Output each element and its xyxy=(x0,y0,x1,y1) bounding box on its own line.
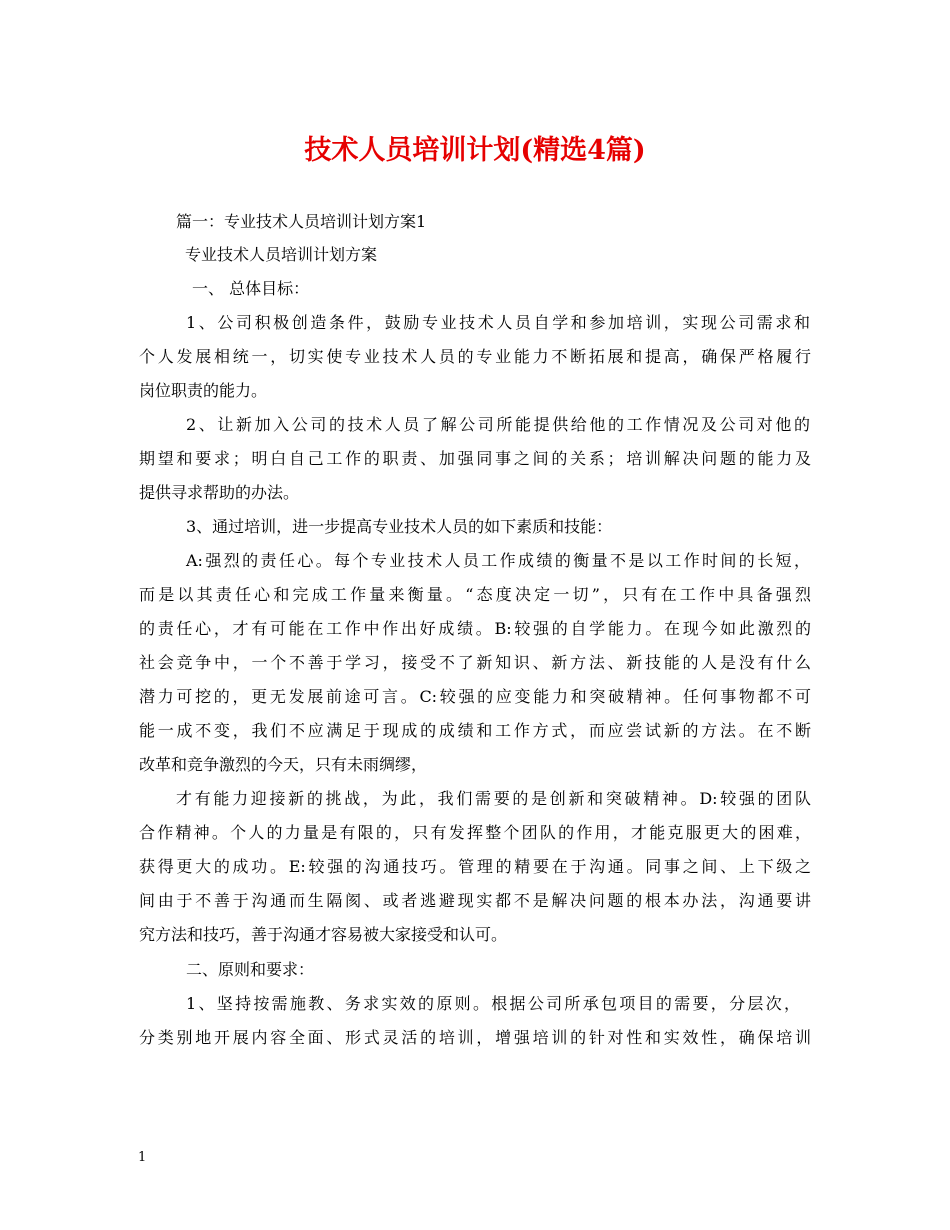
text-line-17: 改革和竞争激烈的今天，只有未雨绸缪， xyxy=(139,755,428,774)
text-line-6: 岗位职责的能力。 xyxy=(139,381,268,400)
text-line-22: 究方法和技巧，善于沟通才容易被大家接受和认可。 xyxy=(139,925,508,944)
text-line-19: 合作精神。个人的力量是有限的，只有发挥整个团队的作用，才能克服更大的困难， xyxy=(139,823,811,842)
text-line-2: 专业技术人员培训计划方案 xyxy=(185,245,378,264)
text-line-5: 个人发展相统一，切实使专业技术人员的专业能力不断拓展和提高，确保严格履行 xyxy=(139,347,811,366)
text-line-15: 潜力可挖的，更无发展前途可言。C:较强的应变能力和突破精神。任何事物都不可 xyxy=(139,687,811,706)
text-line-12: 而是以其责任心和完成工作量来衡量。“态度决定一切”，只有在工作中具备强烈 xyxy=(139,585,811,604)
text-line-18: 才有能力迎接新的挑战，为此，我们需要的是创新和突破精神。D:较强的团队 xyxy=(176,789,811,808)
text-line-16: 能一成不变，我们不应满足于现成的成绩和工作方式，而应尝试新的方法。在不断 xyxy=(139,721,811,740)
text-line-9: 提供寻求帮助的办法。 xyxy=(139,483,300,502)
text-line-4: 1、公司积极创造条件，鼓励专业技术人员自学和参加培训，实现公司需求和 xyxy=(186,313,810,332)
text-line-7: 2、让新加入公司的技术人员了解公司所能提供给他的工作情况及公司对他的 xyxy=(186,415,810,434)
page-number: 1 xyxy=(138,1150,147,1165)
text-line-24: 1、坚持按需施教、务求实效的原则。根据公司所承包项目的需要，分层次， xyxy=(186,994,800,1013)
text-line-23: 二、原则和要求： xyxy=(186,960,315,979)
text-line-3: 一、 总体目标： xyxy=(192,279,310,298)
text-line-8: 期望和要求；明白自己工作的职责、加强同事之间的关系；培训解决问题的能力及 xyxy=(139,449,811,468)
text-line-11: A:强烈的责任心。每个专业技术人员工作成绩的衡量不是以工作时间的长短， xyxy=(186,551,810,570)
text-line-20: 获得更大的成功。E:较强的沟通技巧。管理的精要在于沟通。同事之间、上下级之 xyxy=(139,857,811,876)
text-line-21: 间由于不善于沟通而生隔阂、或者逃避现实都不是解决问题的根本办法，沟通要讲 xyxy=(139,891,811,910)
text-line-13: 的责任心，才有可能在工作中作出好成绩。B:较强的自学能力。在现今如此激烈的 xyxy=(139,619,811,638)
text-line-10: 3、通过培训，进一步提高专业技术人员的如下素质和技能： xyxy=(186,517,613,536)
text-line-25: 分类别地开展内容全面、形式灵活的培训，增强培训的针对性和实效性，确保培训 xyxy=(139,1028,811,1047)
text-line-14: 社会竞争中，一个不善于学习，接受不了新知识、新方法、新技能的人是没有什么 xyxy=(139,653,811,672)
document-title: 技术人员培训计划(精选4篇) xyxy=(304,135,646,166)
text-line-1: 篇一：专业技术人员培训计划方案1 xyxy=(176,212,427,231)
